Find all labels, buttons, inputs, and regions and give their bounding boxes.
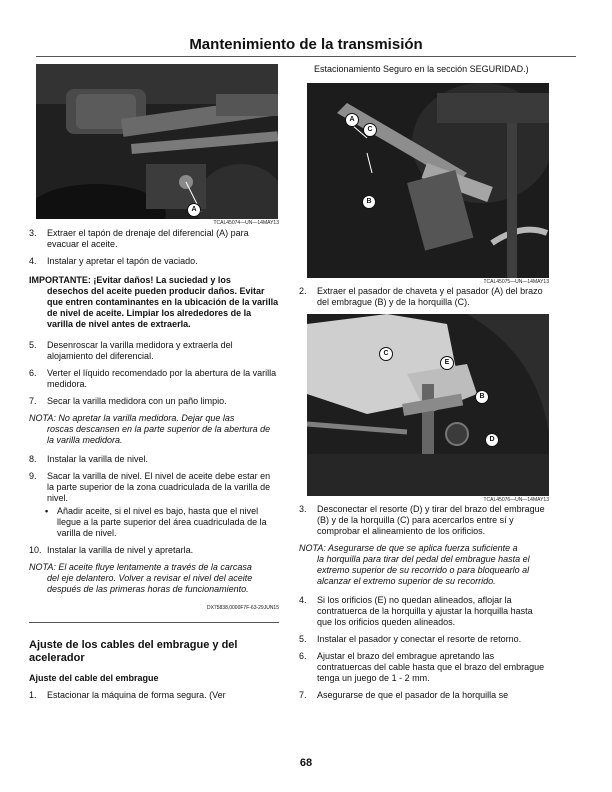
important-body: desechos del aceite pueden producir daños. Evitar que entren contaminantes en la ubicación de la varilla de nivel de aceite. Limpiar los alrededores de la varilla de nivel antes de extraerla. bbox=[47, 286, 279, 329]
step-text: Ajustar el brazo del embrague apretando las contratuercas del cable hasta que el brazo del embrague tenga un juego de 1 - 2 mm. bbox=[317, 651, 545, 683]
callout-e: E bbox=[440, 356, 454, 370]
note-oil-flow bbox=[29, 562, 279, 595]
callout-b: B bbox=[362, 195, 376, 209]
step-4 bbox=[29, 256, 279, 267]
note-body: la horquilla para tirar del pedal del embrague hasta el extremo superior de su recorrido o para bloquearlo al alcanzar el extremo superior de su recorrido. bbox=[317, 554, 530, 586]
step-number: 5. bbox=[299, 634, 307, 644]
photo-illustration bbox=[307, 83, 549, 278]
title-divider bbox=[36, 56, 576, 57]
step-number: 1. bbox=[29, 690, 37, 700]
step-7 bbox=[299, 690, 549, 701]
section-title: Ajuste de los cables del embrague y del acelerador bbox=[29, 639, 238, 664]
left-column bbox=[29, 64, 279, 707]
clutch-cable-pin-photo bbox=[307, 83, 549, 278]
right-column bbox=[299, 64, 549, 707]
important-notice bbox=[29, 275, 279, 330]
photo-illustration bbox=[307, 314, 549, 496]
step-text: Verter el líquido recomendado por la abertura de la varilla medidora. bbox=[47, 368, 277, 389]
note-lead: NOTA: Asegurarse de que se aplica fuerza suficiente a bbox=[299, 543, 518, 553]
callout-c: C bbox=[363, 123, 377, 137]
step-text: Desconectar el resorte (D) y tirar del brazo del embrague (B) y de la horquilla (C) para acercarlos entre sí y comprobar el alineamiento de los orificios. bbox=[317, 504, 545, 536]
bullet-dot: • bbox=[45, 506, 49, 516]
continued-text: Estacionamiento Seguro en la sección SEGURIDAD.) bbox=[314, 64, 529, 74]
bullet-add-oil bbox=[45, 506, 279, 539]
step-2 bbox=[299, 286, 549, 308]
step-number: 10. bbox=[29, 545, 42, 555]
step-number: 6. bbox=[299, 651, 307, 661]
step-1 bbox=[29, 690, 279, 701]
step-8 bbox=[29, 454, 279, 465]
step-text: Sacar la varilla de nivel. El nivel de aceite debe estar en la parte superior de la zona cuadriculada de la varilla de nivel. bbox=[47, 471, 271, 503]
step-number: 7. bbox=[299, 690, 307, 700]
step-text: Si los orificios (E) no quedan alineados, aflojar la contratuerca de la horquilla y ajustar la horquilla hasta que los orificios queden alineados. bbox=[317, 595, 533, 627]
subsection-title: Ajuste del cable del embrague bbox=[29, 673, 159, 683]
step-text: Instalar la varilla de nivel y apretarla. bbox=[47, 545, 194, 555]
step-number: 3. bbox=[299, 504, 307, 514]
bullet-text: Añadir aceite, si el nivel es bajo, hasta que el nivel llegue a la parte superior del área cuadriculada de la varilla de nivel. bbox=[57, 506, 267, 538]
step-number: 7. bbox=[29, 396, 37, 406]
step-number: 9. bbox=[29, 471, 37, 481]
note-body: del eje delantero. Volver a revisar el nivel del aceite después de las primeras horas de funcionamiento. bbox=[47, 573, 253, 594]
note-body: roscas descansen en la parte superior de la abertura de la varilla medidora. bbox=[47, 424, 271, 445]
callout-d: D bbox=[485, 433, 499, 447]
section-divider bbox=[29, 622, 279, 623]
important-lead: IMPORTANTE: ¡Evitar daños! La suciedad y los bbox=[29, 275, 231, 285]
step-6 bbox=[299, 651, 549, 684]
step-text: Asegurarse de que el pasador de la horquilla se bbox=[317, 690, 509, 700]
step-4 bbox=[299, 595, 549, 628]
callout-a: A bbox=[187, 203, 201, 217]
step-5 bbox=[299, 634, 549, 645]
step-number: 5. bbox=[29, 340, 37, 350]
step-5 bbox=[29, 340, 279, 362]
note-dipstick bbox=[29, 413, 279, 446]
step-number: 8. bbox=[29, 454, 37, 464]
step-number: 4. bbox=[29, 256, 37, 266]
step-text: Secar la varilla medidora con un paño limpio. bbox=[47, 396, 227, 406]
photo-illustration bbox=[36, 64, 278, 219]
note-lead: NOTA: No apretar la varilla medidora. Dejar que las bbox=[29, 413, 235, 423]
step-text: Instalar el pasador y conectar el resorte de retorno. bbox=[317, 634, 522, 644]
step-7 bbox=[29, 396, 279, 407]
step-3 bbox=[29, 228, 279, 250]
step-3 bbox=[299, 504, 549, 537]
step-6 bbox=[29, 368, 279, 390]
note-lead: NOTA: El aceite fluye lentamente a través de la carcasa bbox=[29, 562, 252, 572]
figure-id: TCAL45074—UN—14MAY13 bbox=[213, 220, 279, 226]
step-text: Instalar y apretar el tapón de vaciado. bbox=[47, 256, 198, 266]
step-number: 4. bbox=[299, 595, 307, 605]
figure-id: TCAL45076—UN—14MAY13 bbox=[483, 497, 549, 503]
callout-c: C bbox=[379, 347, 393, 361]
step-9 bbox=[29, 471, 279, 504]
page-title: Mantenimiento de la transmisión bbox=[189, 36, 423, 53]
step-text: Desenroscar la varilla medidora y extraerla del alojamiento del diferencial. bbox=[47, 340, 233, 361]
step-text: Instalar la varilla de nivel. bbox=[47, 454, 149, 464]
differential-drain-plug-photo bbox=[36, 64, 278, 219]
step-10 bbox=[29, 545, 279, 556]
callout-a: A bbox=[345, 113, 359, 127]
step-number: 6. bbox=[29, 368, 37, 378]
note-fork-force bbox=[299, 543, 549, 587]
callout-b: B bbox=[475, 390, 489, 404]
step-text: Estacionar la máquina de forma segura. (Ver bbox=[47, 690, 226, 700]
step-number: 3. bbox=[29, 228, 37, 238]
page-number: 68 bbox=[299, 757, 313, 769]
figure-id: TCAL45075—UN—14MAY13 bbox=[483, 279, 549, 285]
step-number: 2. bbox=[299, 286, 307, 296]
clutch-arm-alignment-photo bbox=[307, 314, 549, 496]
step-text: Extraer el tapón de drenaje del diferencial (A) para evacuar el aceite. bbox=[47, 228, 249, 249]
step-text: Extraer el pasador de chaveta y el pasador (A) del brazo del embrague (B) y de la horquilla (C). bbox=[317, 286, 543, 307]
document-id: DX75838,0000F7F-63-29JUN15 bbox=[207, 605, 279, 611]
